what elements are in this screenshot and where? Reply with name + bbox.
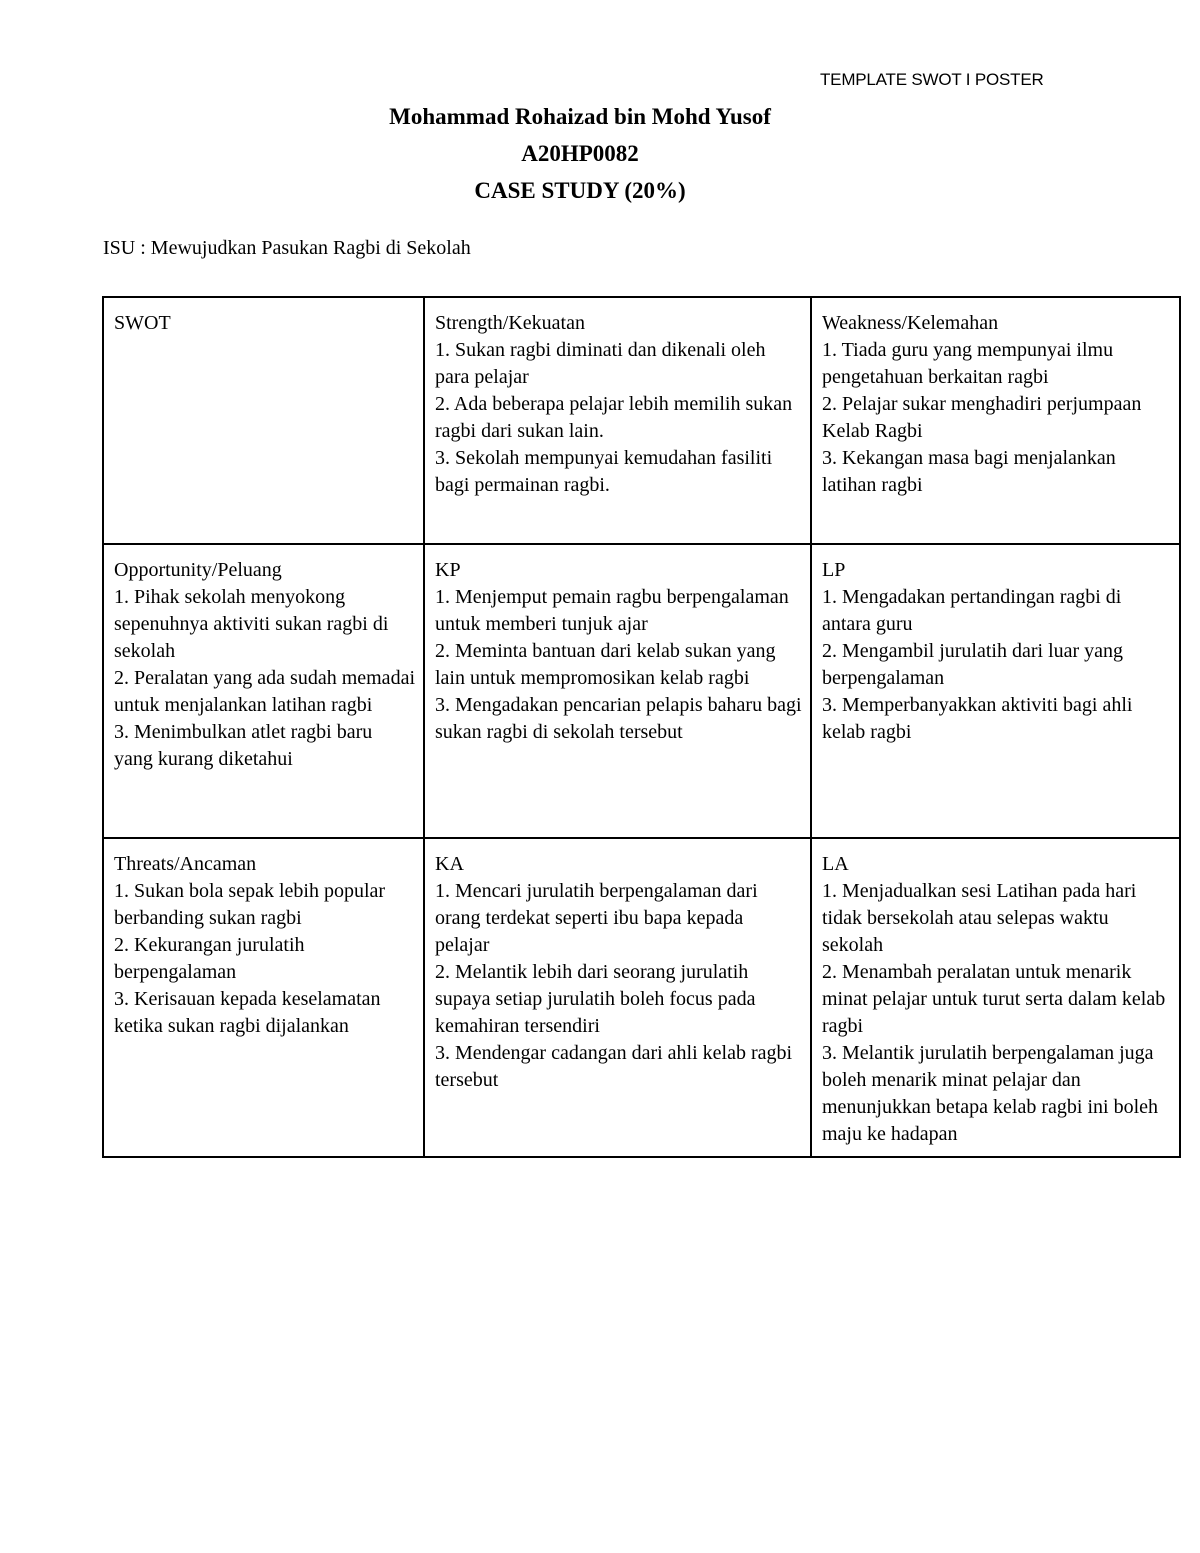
threats-cell bbox=[103, 838, 424, 1157]
cell-heading: Opportunity/Peluang bbox=[114, 559, 282, 581]
list-item: 2. Mengambil jurulatih dari luar yang berpengalaman bbox=[822, 640, 1124, 689]
cell-heading: Weakness/Kelemahan bbox=[822, 312, 999, 334]
list-item: 1. Pihak sekolah menyokong sepenuhnya aktiviti sukan ragbi di sekolah bbox=[114, 586, 389, 662]
cell-heading: Strength/Kekuatan bbox=[435, 312, 585, 334]
list-item: 3. Kekangan masa bagi menjalankan latihan ragbi bbox=[822, 447, 1116, 496]
list-item: 3. Kerisauan kepada keselamatan ketika sukan ragbi dijalankan bbox=[114, 988, 381, 1037]
cell-heading: KP bbox=[435, 559, 461, 581]
list-item: 1. Mengadakan pertandingan ragbi di antara guru bbox=[822, 586, 1122, 635]
list-item: 2. Ada beberapa pelajar lebih memilih sukan ragbi dari sukan lain. bbox=[435, 393, 793, 442]
list-item: 3. Melantik jurulatih berpengalaman juga boleh menarik minat pelajar dan menunjukkan betapa kelab ragbi ini boleh maju ke hadapan bbox=[822, 1042, 1159, 1145]
opportunity-cell bbox=[103, 544, 424, 838]
strength-cell bbox=[424, 297, 811, 544]
document-subtitle: CASE STUDY (20%) bbox=[474, 178, 686, 203]
list-item: 2. Meminta bantuan dari kelab sukan yang lain untuk mempromosikan kelab ragbi bbox=[435, 640, 776, 689]
lp-cell bbox=[811, 544, 1180, 838]
list-item: 3. Mengadakan pencarian pelapis baharu bagi sukan ragbi di sekolah tersebut bbox=[435, 694, 802, 743]
la-cell bbox=[811, 838, 1180, 1157]
table-row bbox=[103, 838, 1180, 1157]
list-item: 2. Pelajar sukar menghadiri perjumpaan Kelab Ragbi bbox=[822, 393, 1142, 442]
list-item: 1. Menjadualkan sesi Latihan pada hari tidak bersekolah atau selepas waktu sekolah bbox=[822, 880, 1137, 956]
swot-table bbox=[102, 296, 1181, 1158]
cell-heading: LP bbox=[822, 559, 846, 581]
page-header-label: TEMPLATE SWOT I POSTER bbox=[820, 70, 1044, 89]
table-row bbox=[103, 297, 1180, 544]
swot-cell-header bbox=[103, 297, 424, 544]
cell-heading: SWOT bbox=[114, 312, 171, 334]
cell-heading: Threats/Ancaman bbox=[114, 853, 257, 875]
list-item: 2. Kekurangan jurulatih berpengalaman bbox=[114, 934, 305, 983]
weakness-cell bbox=[811, 297, 1180, 544]
list-item: 1. Menjemput pemain ragbu berpengalaman untuk memberi tunjuk ajar bbox=[435, 586, 789, 635]
table-row bbox=[103, 544, 1180, 838]
list-item: 3. Mendengar cadangan dari ahli kelab ragbi tersebut bbox=[435, 1042, 793, 1091]
list-item: 3. Sekolah mempunyai kemudahan fasiliti bagi permainan ragbi. bbox=[435, 447, 773, 496]
kp-cell bbox=[424, 544, 811, 838]
list-item: 3. Menimbulkan atlet ragbi baru yang kurang diketahui bbox=[114, 721, 373, 770]
list-item: 2. Menambah peralatan untuk menarik minat pelajar untuk turut serta dalam kelab ragbi bbox=[822, 961, 1166, 1037]
issue-statement: ISU : Mewujudkan Pasukan Ragbi di Sekolah bbox=[103, 237, 471, 259]
cell-heading: KA bbox=[435, 853, 464, 875]
list-item: 1. Sukan ragbi diminati dan dikenali oleh para pelajar bbox=[435, 339, 766, 388]
list-item: 3. Memperbanyakkan aktiviti bagi ahli kelab ragbi bbox=[822, 694, 1133, 743]
list-item: 1. Tiada guru yang mempunyai ilmu pengetahuan berkaitan ragbi bbox=[822, 339, 1114, 388]
list-item: 2. Peralatan yang ada sudah memadai untuk menjalankan latihan ragbi bbox=[114, 667, 415, 716]
ka-cell bbox=[424, 838, 811, 1157]
author-name: Mohammad Rohaizad bin Mohd Yusof bbox=[389, 104, 771, 129]
list-item: 1. Mencari jurulatih berpengalaman dari orang terdekat seperti ibu bapa kepada pelajar bbox=[435, 880, 758, 956]
title-block bbox=[0, 98, 1160, 209]
cell-heading: LA bbox=[822, 853, 849, 875]
list-item: 1. Sukan bola sepak lebih popular berbanding sukan ragbi bbox=[114, 880, 386, 929]
student-id: A20HP0082 bbox=[521, 141, 639, 166]
list-item: 2. Melantik lebih dari seorang jurulatih supaya setiap jurulatih boleh focus pada kemahiran tersendiri bbox=[435, 961, 756, 1037]
